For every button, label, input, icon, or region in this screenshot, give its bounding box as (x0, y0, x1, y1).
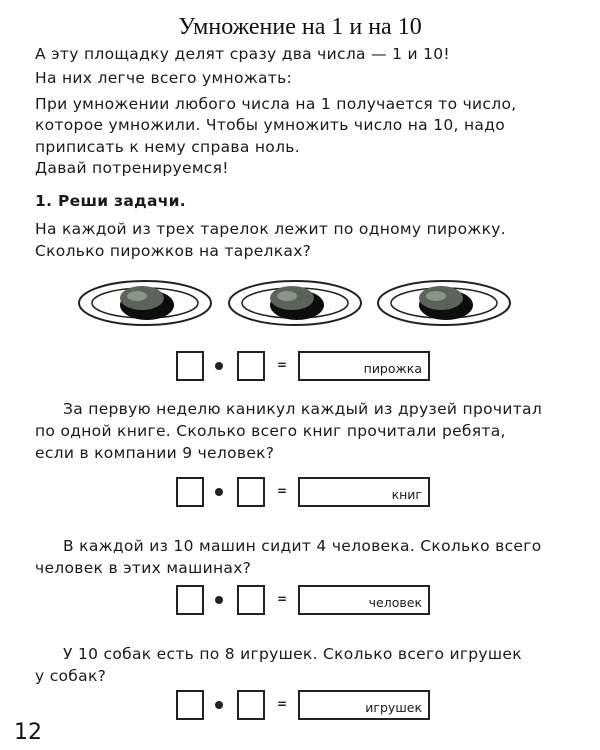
factor-input-box[interactable] (237, 477, 265, 507)
task-heading: 1. Реши задачи. (35, 192, 186, 210)
factor-input-box[interactable] (176, 585, 204, 615)
problem-text-line: У 10 собак есть по 8 игрушек. Сколько всего игрушек (63, 645, 522, 663)
page-number: 12 (14, 720, 42, 745)
answer-unit: книг (391, 487, 422, 502)
equals-sign: = (277, 484, 288, 498)
equals-sign: = (277, 358, 288, 372)
page-title: Умножение на 1 и на 10 (178, 14, 422, 40)
equals-sign: = (277, 697, 288, 711)
intro-line: При умножении любого числа на 1 получается то число, (35, 95, 517, 113)
multiplication-dot (215, 596, 223, 604)
answer-input-box[interactable] (298, 351, 430, 381)
plate-with-pie-icon (227, 278, 363, 328)
intro-line: А эту площадку делят сразу два числа — 1 и 10! (35, 45, 450, 63)
intro-line: которое умножили. Чтобы умножить число на 10, надо (35, 116, 506, 134)
problem-text-line: человек в этих машинах? (35, 559, 252, 577)
factor-input-box[interactable] (176, 690, 204, 720)
problem-text-line: у собак? (35, 667, 107, 685)
problem-text-line: по одной книге. Сколько всего книг прочитали ребята, (35, 422, 506, 440)
factor-input-box[interactable] (176, 477, 204, 507)
answer-input-box[interactable] (298, 477, 430, 507)
multiplication-dot (215, 488, 223, 496)
factor-input-box[interactable] (237, 351, 265, 381)
answer-input-box[interactable] (298, 690, 430, 720)
intro-line: Давай потренируемся! (35, 159, 229, 177)
problem-text-line: За первую неделю каникул каждый из друзей прочитал (63, 400, 543, 418)
problem-text-line: если в компании 9 человек? (35, 444, 275, 462)
intro-line: приписать к нему справа ноль. (35, 138, 300, 156)
intro-line: На них легче всего умножать: (35, 69, 293, 87)
answer-unit: человек (368, 595, 422, 610)
multiplication-dot (215, 362, 223, 370)
problem-text-line: Сколько пирожков на тарелках? (35, 242, 312, 260)
equals-sign: = (277, 592, 288, 606)
factor-input-box[interactable] (237, 690, 265, 720)
plate-with-pie-icon (376, 278, 512, 328)
multiplication-dot (215, 701, 223, 709)
plate-with-pie-icon (77, 278, 213, 328)
answer-unit: пирожка (363, 361, 422, 376)
problem-text-line: В каждой из 10 машин сидит 4 человека. Сколько всего (63, 537, 542, 555)
answer-unit: игрушек (365, 700, 422, 715)
factor-input-box[interactable] (237, 585, 265, 615)
factor-input-box[interactable] (176, 351, 204, 381)
answer-input-box[interactable] (298, 585, 430, 615)
problem-text-line: На каждой из трех тарелок лежит по одному пирожку. (35, 220, 506, 238)
